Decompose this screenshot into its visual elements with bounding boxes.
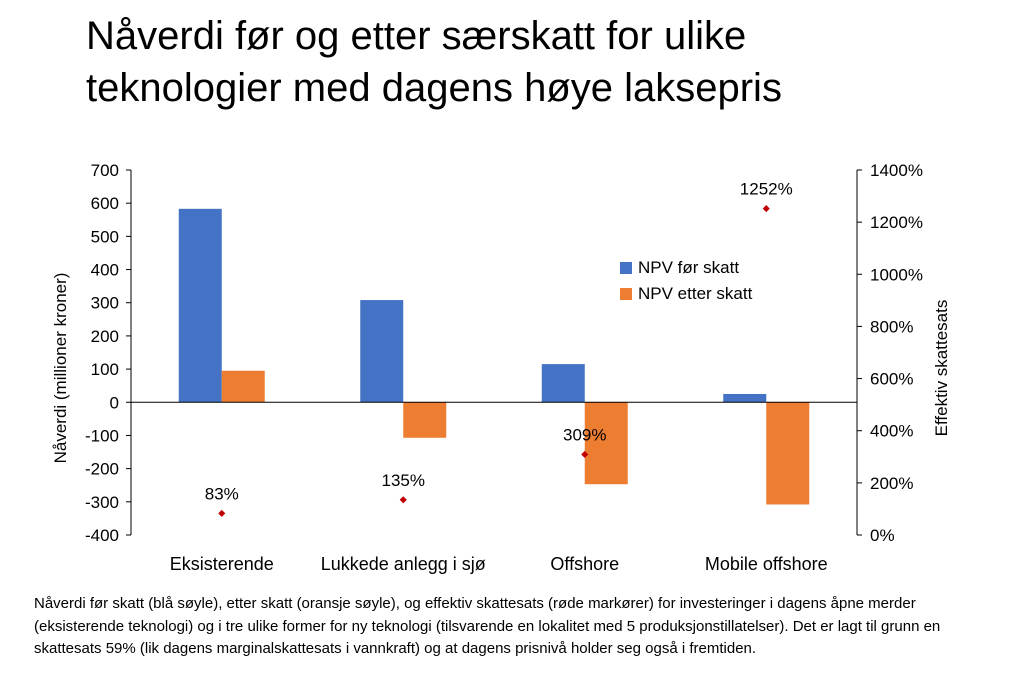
bar-npv-after-tax	[766, 402, 809, 504]
legend-label-after-tax: NPV etter skatt	[638, 284, 753, 303]
right-tick-label: 600%	[870, 369, 914, 389]
bar-npv-after-tax	[403, 402, 446, 438]
right-tick-label: 1400%	[870, 161, 923, 180]
bars	[179, 209, 810, 505]
left-tick-label: -100	[84, 426, 119, 446]
left-tick-label: -200	[84, 459, 119, 479]
legend	[620, 255, 752, 307]
left-tick-label: 700	[90, 161, 119, 180]
right-tick-label: 800%	[870, 317, 914, 337]
left-tick-label: 400	[90, 260, 119, 280]
right-tick-label: 200%	[870, 473, 914, 493]
title-line-2: teknologier med dagens høye laksepris	[86, 66, 782, 110]
bar-npv-before-tax	[542, 364, 585, 402]
legend-item-before-tax	[620, 255, 752, 281]
y-axis-label-right: Effektiv skattesats	[932, 299, 951, 437]
bar-npv-before-tax	[360, 300, 403, 402]
tax-rate-label: 83%	[204, 484, 239, 504]
tax-rate-label: 1252%	[739, 179, 793, 199]
tax-rate-marker	[400, 496, 407, 503]
left-tick-label: -400	[84, 526, 119, 545]
tax-rate-label: 309%	[563, 425, 607, 445]
left-tick-label: 200	[90, 326, 119, 346]
category-label: Offshore	[550, 554, 620, 574]
left-tick-label: 500	[90, 227, 119, 247]
bar-npv-after-tax	[222, 371, 265, 403]
left-tick-label: 100	[90, 360, 119, 380]
title-line-1: Nåverdi før og etter særskatt for ulike	[86, 14, 747, 58]
right-tick-label: 1000%	[870, 265, 923, 285]
legend-swatch-blue	[620, 262, 632, 274]
tax-rate-marker	[218, 510, 225, 517]
caption: Nåverdi før skatt (blå søyle), etter skatt (oransje søyle), og effektiv skattesats (røde markører) for investeringer i dagens åpne merder (eksisterende teknologi) og i tre ulike former for ny teknologi (tilsvarende en lokalitet med 5 produksjonstillatelser). Det er lagt til grunn en skattesats 59% (lik dagens marginalskattesats i vannkraft) og at dagens prisnivå holder seg også i fremtiden.	[34, 595, 941, 657]
category-label: Mobile offshore	[704, 554, 828, 574]
category-label: Lukkede anlegg i sjø	[320, 554, 486, 574]
legend-label-before-tax: NPV før skatt	[638, 258, 740, 277]
right-y-axis	[857, 161, 923, 545]
left-tick-label: 300	[90, 293, 119, 313]
category-label: Eksisterende	[169, 554, 274, 574]
tax-rate-label: 135%	[381, 470, 425, 490]
right-tick-label: 400%	[870, 421, 914, 441]
y-axis-label-left: Nåverdi (millioner kroner)	[51, 272, 70, 464]
left-tick-label: 600	[90, 194, 119, 214]
legend-item-after-tax	[620, 281, 752, 307]
tax-rate-markers	[205, 180, 793, 517]
left-tick-label: 0	[109, 393, 119, 413]
left-y-axis	[85, 161, 131, 545]
x-axis-labels	[170, 554, 828, 574]
tax-rate-marker	[763, 205, 770, 212]
right-tick-label: 0%	[870, 526, 895, 545]
legend-swatch-orange	[620, 288, 632, 300]
left-tick-label: -300	[84, 492, 119, 512]
right-tick-label: 1200%	[870, 213, 923, 233]
bar-npv-before-tax	[723, 394, 766, 402]
bar-npv-before-tax	[179, 209, 222, 402]
